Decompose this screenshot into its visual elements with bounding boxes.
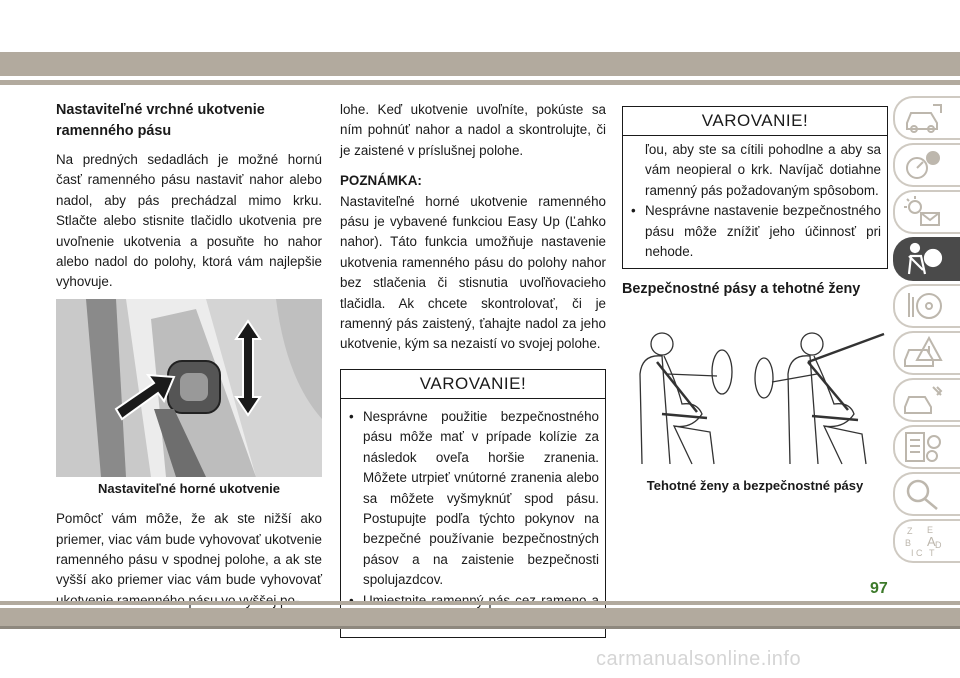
svg-text:C: C: [916, 548, 923, 558]
anchor-illustration: [56, 299, 322, 477]
car-info-icon: [903, 101, 943, 135]
tab-list-gears[interactable]: [893, 425, 960, 469]
tab-dashboard-warning[interactable]: [893, 143, 960, 187]
tab-alphabet-index[interactable]: [893, 519, 960, 563]
car-tools-icon: [903, 383, 943, 417]
warning-box-middle: [340, 369, 606, 638]
warning-box-right: [622, 106, 888, 269]
warning-item: • Nesprávne použitie bezpečnostného pásu môže mať v prípade kolízie za následok oveľa horšie zranenia. Môžete utrpieť vnútorné zranenia alebo sa môžete vyšmyknúť spod pásu. Postupujte podľa týchto pokynov na bezpečné používanie bezpečnostných pásov a na zaistenie bezpečnosti spolujazdcov.: [349, 407, 599, 591]
magnifier-icon: [903, 477, 943, 511]
tab-seatbelt-airbag[interactable]: [893, 237, 960, 281]
paragraph-anchor-height: Pomôcť vám môže, že ak ste nižší ako priemer, viac vám bude vyhovovať ukotvenie ramenného pásu v spodnej polohe, a ak ste vyšší ako priemer viac vám bude vyhovovať: [56, 511, 322, 588]
header-rule: [0, 80, 960, 85]
note-title: POZNÁMKA:: [340, 173, 422, 189]
figure-caption-pregnant: Tehotné ženy a bezpečnostné pásy: [646, 478, 864, 494]
tab-car-tools[interactable]: [893, 378, 960, 422]
section-heading-anchor: Nastaviteľné vrchné ukotvenie ramenného pásu: [56, 102, 265, 139]
tab-magnifier[interactable]: [893, 472, 960, 516]
key-steering-icon: [903, 289, 943, 323]
section-heading-pregnant: Bezpečnostné pásy a tehotné ženy: [622, 281, 861, 298]
header-band: [0, 52, 960, 76]
light-mail-icon: [903, 195, 943, 229]
tab-car-info[interactable]: [893, 96, 960, 140]
column-right: [622, 106, 888, 497]
tab-car-triangle[interactable]: [893, 331, 960, 375]
svg-text:B: B: [905, 538, 912, 548]
column-left: [56, 100, 322, 611]
car-triangle-icon: [903, 336, 943, 370]
paragraph-anchor-intro: Na predných sedadlách je možné hornú časť ramenného pásu nastaviť nahor alebo nadol, aby pás prechádzal mimo krku. Stlačte alebo stisnite tlačidlo ukotvenia pre uvoľnenie ukotvenia a posuňte ho nahor alebo nadol do polohy, ktorá vám najlepšie vyhovuje.: [56, 152, 322, 290]
figure-pregnant-belts: [622, 314, 888, 474]
footer-rule: [0, 601, 960, 605]
svg-text:I: I: [911, 548, 914, 558]
chapter-tabs: [893, 96, 960, 566]
warning-item: • Nesprávne nastavenie bezpečnostného pásu môže znížiť jeho účinnosť pri nehode.: [631, 201, 881, 262]
watermark: carmanualsonline.info: [596, 648, 802, 670]
svg-text:Z: Z: [907, 526, 913, 536]
warning-list: [623, 201, 887, 268]
seatbelt-airbag-icon: [903, 242, 943, 276]
dashboard-warning-icon: [903, 148, 943, 182]
figure-caption-anchor: Nastaviteľné horné ukotvenie: [97, 480, 280, 496]
warning-continuation: ľou, aby ste sa cítili pohodlne a aby sa vám neopieral o krk. Navíjač dotiahne ramenný pás požadovaným spôsobom.: [645, 142, 881, 198]
pregnant-illustration: [622, 314, 888, 474]
column-middle: [340, 100, 606, 638]
svg-text:D: D: [935, 540, 942, 550]
svg-text:A: A: [927, 534, 936, 549]
paragraph-anchor-check: lohe. Keď ukotvenie uvoľníte, pokúste sa ním pohnúť nahor a nadol a skontrolujte, či je zaistené v príslušnej polohe.: [340, 102, 606, 158]
footer-dark-rule: [0, 626, 960, 629]
page-number: 97: [870, 580, 888, 597]
svg-text:T: T: [929, 548, 935, 558]
figure-upper-anchor: [56, 299, 322, 477]
warning-title: VAROVANIE!: [341, 370, 605, 399]
tab-key-steering[interactable]: [893, 284, 960, 328]
warning-title: VAROVANIE!: [623, 107, 887, 136]
note-text: Nastaviteľné horné ukotvenie ramenného pásu je vybavené funkciou Easy Up (Ľahko nahor). Táto funkcia umožňuje nastavenie ukotvenia ramenného pásu do polohy nahor bez stlačenia či stisnutia uvoľňovacieho tlačidla. Ak chcete skontrolovať, či je ramenný pás zaistený, ťahajte nadol za jeho ukotvenie, kým sa nezaistí vo svojej polohe.: [340, 193, 606, 352]
svg-text:E: E: [927, 525, 934, 535]
list-gears-icon: [903, 430, 943, 464]
alphabet-index-icon: [903, 524, 943, 558]
footer-band: [0, 608, 960, 626]
tab-light-mail[interactable]: [893, 190, 960, 234]
